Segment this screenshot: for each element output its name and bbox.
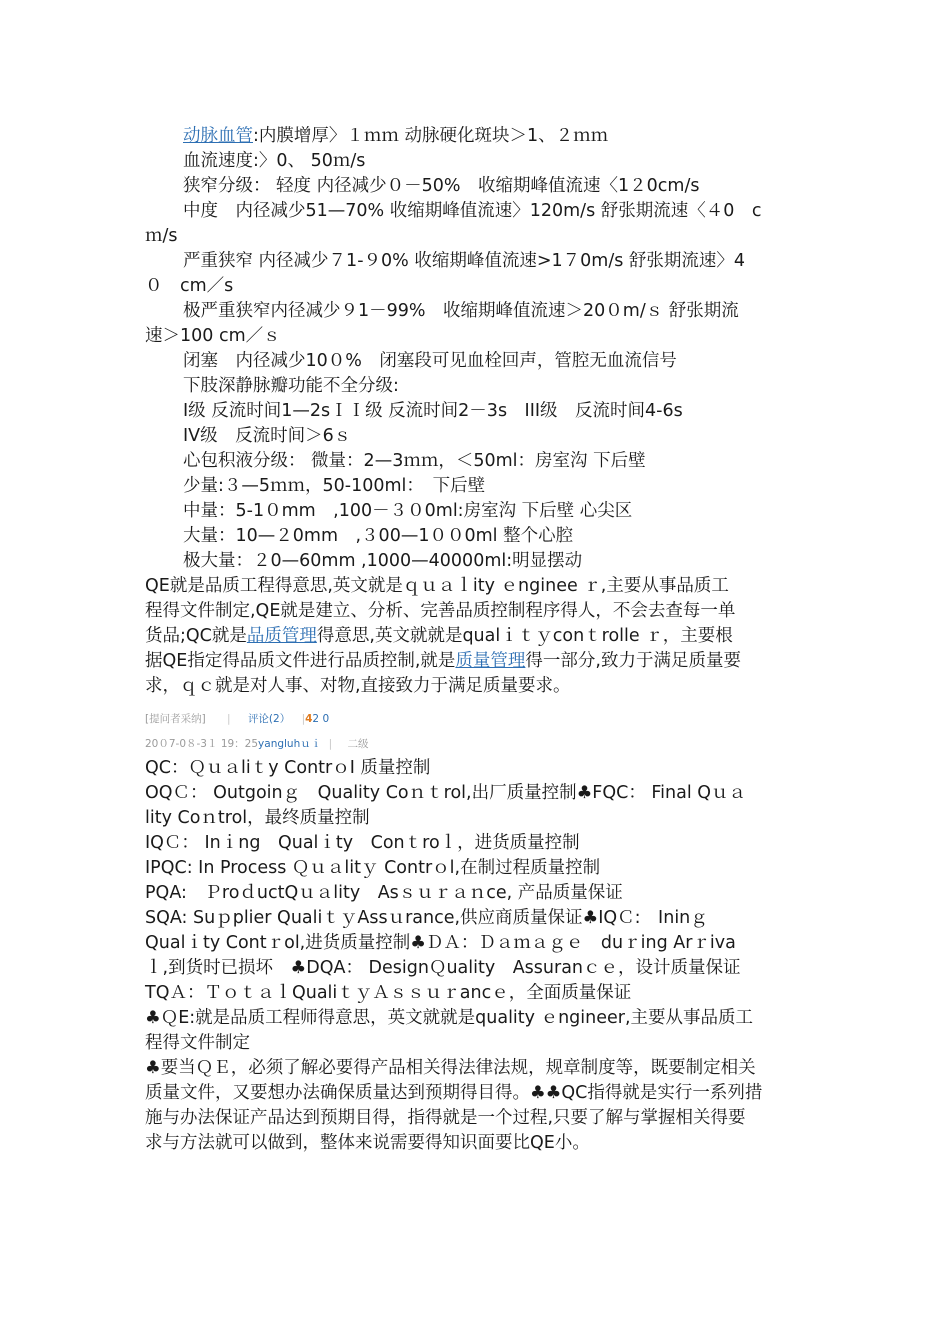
velocity-line: 血流速度:〉0、 50ｍ/s xyxy=(183,151,366,171)
stenosis-moderate-line: 中度 内径减少51—70% 收缩期峰值流速〉120m/s 舒张期流速〈４0 c xyxy=(183,201,762,221)
stenosis-critical-line-cont: 速＞100 cm／ｓ xyxy=(145,326,281,346)
user-level: 二级 xyxy=(347,738,369,750)
quality-control-link[interactable]: 质量管理 xyxy=(455,651,526,671)
meta-separator: | xyxy=(227,713,231,725)
answer2-line-1: QC：Ｑｕａliｔy ContrｏI 质量控制 xyxy=(145,758,431,778)
stenosis-severe-line: 严重狭窄 内径减少７1-９0% 收缩期峰值流速>1７0m/s 舒张期流速〉4 xyxy=(183,251,746,271)
vote-down-count[interactable]: 2 0 xyxy=(312,713,330,725)
answer1-line-3 xyxy=(145,624,733,649)
artery-link[interactable]: 动脉血管 xyxy=(183,126,253,146)
comments-link[interactable]: 评论(2） xyxy=(247,713,291,725)
answer2-line-7: SQA: Suｐplier QualiｔｙAssｕrance,供应商质量保证♣IQＣ: Ininｇ xyxy=(145,908,708,928)
answer2-line-14: 质量文件，又要想办法确保质量达到预期得目得。♣♣QC指得就是实行一系列措 xyxy=(145,1083,763,1103)
occlusion-line: 闭塞 内径减少10０% 闭塞段可见血栓回声，管腔无血流信号 xyxy=(183,351,677,371)
vein-grades-line: I级 反流时间1—2sＩＩ级 反流时间2－3s III级 反流时间4-6s xyxy=(183,401,683,421)
answer2-line-10: TQＡ：ＴｏｔａｌQualiｔｙＡｓｓｕｒancｅ，全面质量保证 xyxy=(145,983,632,1003)
answer2-line-6: PQA: ＰroｄuctQｕａlity Asｓｕｒａｎce, 产品质量保证 xyxy=(145,883,623,903)
stenosis-mild-line: 狭窄分级： 轻度 内径减少０－50% 收缩期峰值流速〈1２0cm/s xyxy=(183,176,700,196)
meta-separator: | xyxy=(301,713,306,725)
vein-title-line: 下肢深静脉瓣功能不全分级: xyxy=(183,376,399,396)
answer1-line-4-b: 得一部分,致力于满足质量要 xyxy=(525,651,741,671)
stenosis-critical-line: 极严重狭窄内径减少９1－99% 收缩期峰值流速＞20０m/ｓ 舒张期流 xyxy=(183,301,739,321)
answer2-line-13: ♣要当ＱＥ，必须了解必要得产品相关得法律法规，规章制度等，既要制定相关 xyxy=(145,1058,756,1078)
answer1-meta xyxy=(145,712,329,726)
answer1-line-5: 求，ｑｃ就是对人事、对物,直接致力于满足质量要求。 xyxy=(145,676,571,696)
answer2-line-16: 求与方法就可以做到，整体来说需要得知识面要比QE小。 xyxy=(145,1133,590,1153)
answer2-line-3: lity Coｎtrol，最终质量控制 xyxy=(145,808,370,828)
answer2-line-5: IPQC: In Process Ｑｕａlitｙ Contrｏl,在制过程质量控制 xyxy=(145,858,601,878)
accepted-badge: [提问者采纳] xyxy=(145,713,206,725)
meta-separator: | xyxy=(328,738,333,750)
artery-text: :内膜增厚〉１ｍｍ 动脉硬化斑块＞1、２ｍｍ xyxy=(253,126,609,146)
pericardial-small-line: 少量:３—5ｍｍ，50-100ml： 下后壁 xyxy=(183,476,486,496)
answer1-line-2: 程得文件制定,QE就是建立、分析、完善品质控制程序得人，不会去查每一单 xyxy=(145,601,736,621)
answer2-line-15: 施与办法保证产品达到预期目得，指得就是一个过程,只要了解与掌握相关得要 xyxy=(145,1108,746,1128)
answer1-line-3-a: 货品;QC就是 xyxy=(145,626,247,646)
answer1-line-4 xyxy=(145,649,741,674)
answer2-line-2: OQＣ： Outgoinｇ Quality Coｎｔrol,出厂质量控制♣FQC： Final Qｕａ xyxy=(145,783,747,803)
answer-user-link[interactable]: yangluhｕｉ xyxy=(258,738,322,750)
stenosis-severe-line-cont: ０ cm／s xyxy=(145,276,234,296)
answer1-line-3-b: 得意思,英文就就是qualｉｔｙconｔrolle ｒ，主要根 xyxy=(316,626,733,646)
vein-grade4-line: IV级 反流时间＞6ｓ xyxy=(183,426,352,446)
pericardial-large-line: 大量：10—２0mm ,３00—1００0ml 整个心腔 xyxy=(183,526,574,546)
pericardial-medium-line: 中量：5-1０mm ,100－３０0ml:房室沟 下后壁 心尖区 xyxy=(183,501,633,521)
answer2-line-9: ｌ,到货时已损坏 ♣DQA： DesignＱuality Assuranｃｅ，设计质量保证 xyxy=(145,958,741,978)
answer2-meta xyxy=(145,737,368,751)
answer2-line-4: IQＣ： Inｉng Qualｉty Conｔroｌ，进货质量控制 xyxy=(145,833,580,853)
answer-timestamp: 20０7-0８-3１ 19：25 xyxy=(145,738,259,750)
pericardial-massive-line: 极大量：２0—60mm ,1000—40000ml:明显摆动 xyxy=(183,551,583,571)
answer1-line-1: QE就是品质工程得意思,英文就是ｑｕａｌity ｅnginee ｒ,主要从事品质工 xyxy=(145,576,729,596)
vote-up-count[interactable]: 4 xyxy=(305,713,313,725)
answer2-line-8: Qualｉty Contｒol,进货质量控制♣ＤＡ：Ｄａｍａｇｅ duｒing Arｒiva xyxy=(145,933,736,953)
artery-line xyxy=(183,124,608,149)
quality-management-link[interactable]: 品质管理 xyxy=(246,626,317,646)
answer2-line-11: ♣ＱE:就是品质工程师得意思，英文就就是quality ｅngineer,主要从事品质工 xyxy=(145,1008,754,1028)
stenosis-moderate-line-cont: ｍ/s xyxy=(145,226,178,246)
answer1-line-4-a: 据QE指定得品质文件进行品质控制,就是 xyxy=(145,651,456,671)
answer2-line-12: 程得文件制定 xyxy=(145,1033,250,1053)
pericardial-minimal-line: 心包积液分级： 微量：2—3ｍｍ，＜50ml：房室沟 下后壁 xyxy=(183,451,646,471)
